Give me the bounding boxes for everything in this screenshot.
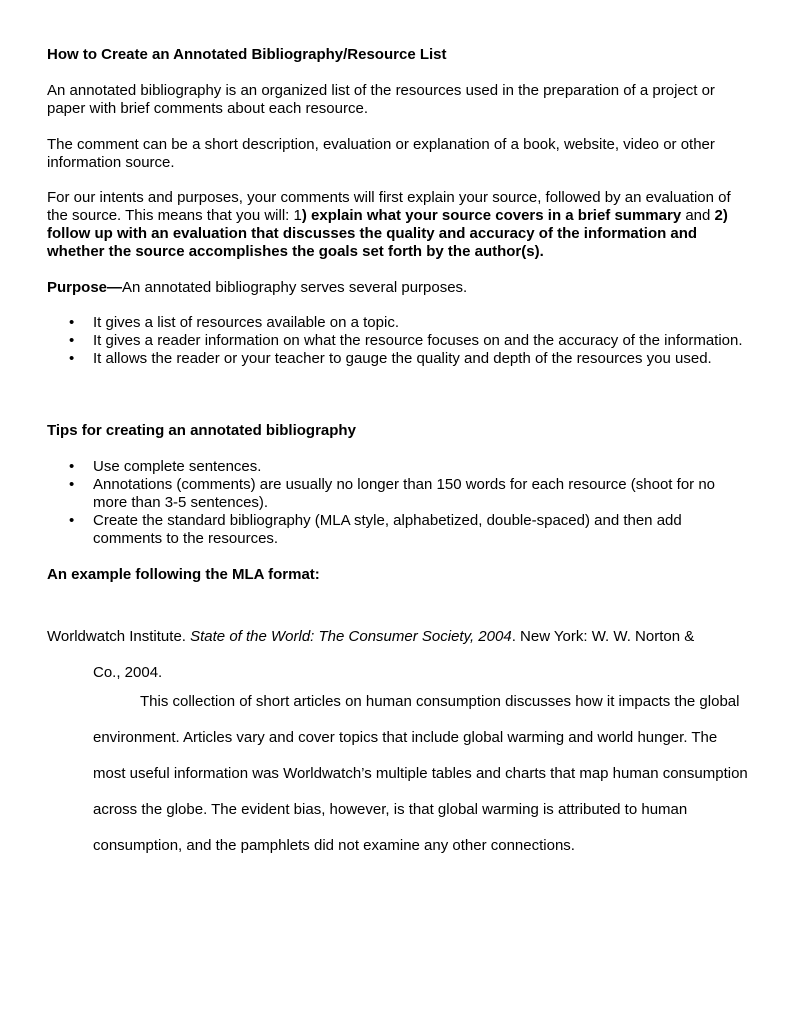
list-item (47, 476, 747, 512)
bullet-icon: • (69, 350, 75, 367)
list-item-text: It gives a reader information on what the resource focuses on and the accuracy of the information. (93, 332, 743, 349)
purpose-label: Purpose— (47, 279, 123, 296)
citation-publisher: . New York: W. W. Norton & (511, 628, 695, 645)
bullet-icon: • (69, 458, 75, 475)
purpose-paragraph (47, 279, 747, 297)
example-heading: An example following the MLA format: (47, 566, 320, 583)
list-item-text: Annotations (comments) are usually no longer than 150 words for each resource (shoot for no more than 3-5 sentences). (93, 476, 716, 511)
tips-list (47, 458, 747, 548)
bullet-icon: • (69, 476, 75, 493)
list-item (47, 350, 747, 368)
list-item (47, 332, 747, 350)
list-item-text: Use complete sentences. (93, 458, 262, 475)
intents-text: For our intents and purposes, your comments will first explain your source, followed by an evaluation of the source. This means that you will: 1 (47, 189, 731, 224)
citation-line-2: Co., 2004. (93, 664, 163, 681)
intents-bold-2: 2) follow up with an evaluation that discusses the quality and accuracy of the information and whether the source accomplishes the goals set forth by the author(s). (47, 207, 728, 260)
bullet-icon: • (69, 512, 75, 529)
tips-heading: Tips for creating an annotated bibliography (47, 422, 356, 439)
bullet-icon: • (69, 332, 75, 349)
intents-and: and (681, 207, 715, 224)
list-item-text: Create the standard bibliography (MLA style, alphabetized, double-spaced) and then add comments to the resources. (93, 512, 682, 547)
intents-paragraph (47, 189, 747, 261)
list-item (47, 512, 747, 548)
list-item-text: It gives a list of resources available on a topic. (93, 314, 399, 331)
mla-citation (47, 619, 747, 691)
purpose-text: An annotated bibliography serves several purposes. (122, 279, 468, 296)
intro-paragraph: An annotated bibliography is an organized list of the resources used in the preparation of a project or paper with brief comments about each resource. (47, 82, 715, 117)
bullet-icon: • (69, 314, 75, 331)
purpose-list (47, 314, 747, 368)
intents-bold-1: ) explain what your source covers in a brief summary (301, 207, 682, 224)
list-item-text: It allows the reader or your teacher to gauge the quality and depth of the resources you used. (93, 350, 712, 367)
annotation-paragraph: This collection of short articles on human consumption discusses how it impacts the global environment. Articles vary and cover topics that include global warming and world hunger. The most useful information was Worldwatch’s multiple tables and charts that map human consumption across the globe. The evident bias, however, is that global warming is attributed to human consumption, and the pamphlets did not examine any other connections. (93, 693, 748, 854)
citation-author: Worldwatch Institute. (47, 628, 191, 645)
list-item (47, 314, 747, 332)
citation-title: State of the World: The Consumer Society, 2004 (190, 628, 512, 645)
list-item (47, 458, 747, 476)
document-title: How to Create an Annotated Bibliography/Resource List (47, 46, 447, 63)
citation-line-1 (47, 619, 747, 655)
comment-paragraph: The comment can be a short description, evaluation or explanation of a book, website, video or other information source. (47, 136, 715, 171)
